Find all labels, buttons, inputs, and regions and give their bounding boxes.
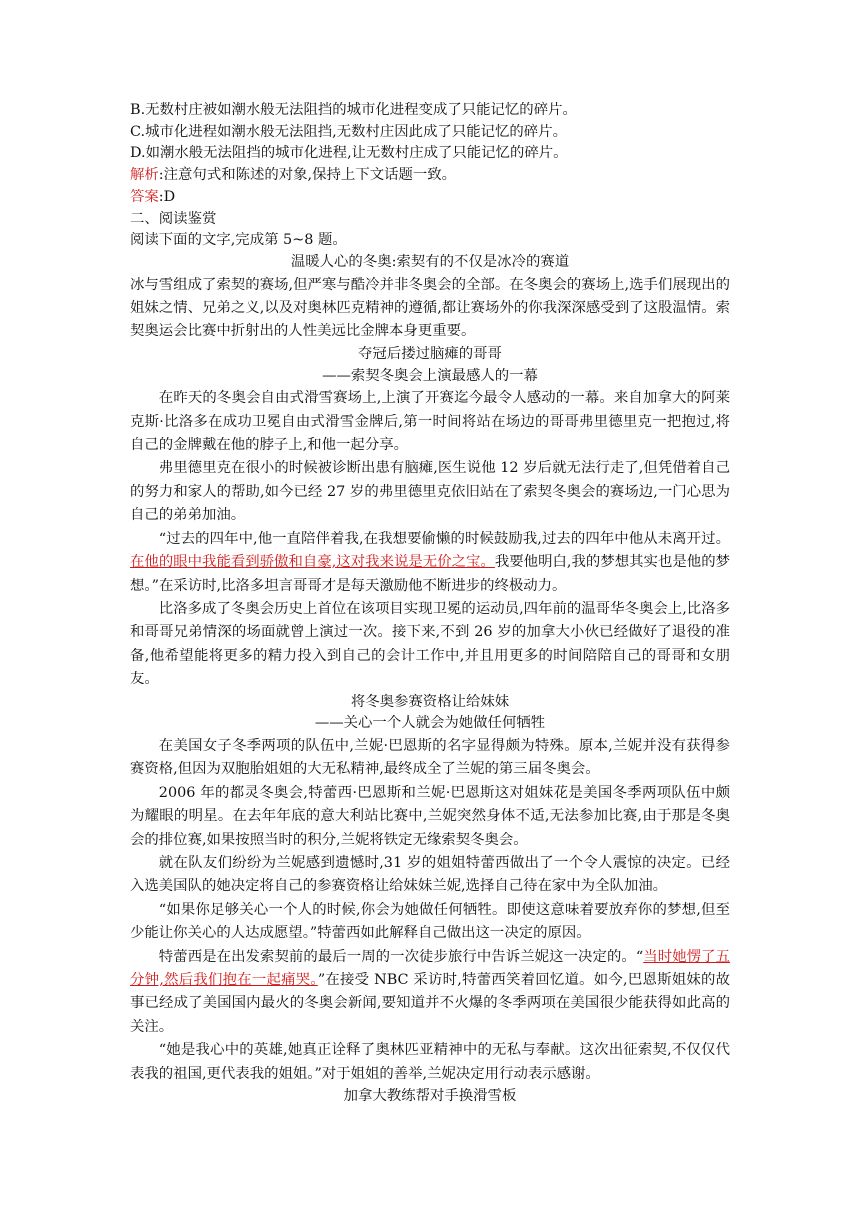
article-title: 温暖人心的冬奥:索契有的不仅是冰冷的赛道 [290, 253, 570, 270]
story1-paragraph-1: 在昨天的冬奥会自由式滑雪赛场上,上演了开赛迄今最令人感动的一幕。来自加拿大的阿莱克斯·比洛多在成功卫冕自由式滑雪金牌后,第一时间将站在场边的哥哥弗里德里克一把抱过,将自己的金牌戴在他的脖子上,和他一起分享。 [130, 390, 730, 454]
analysis-label: 解析 [130, 167, 159, 184]
article-intro: 冰与雪组成了索契的赛场,但严寒与酷冷并非冬奥会的全部。在冬奥会的赛场上,选手们展现出的姐妹之情、兄弟之义,以及对奥林匹克精神的遵循,都让赛场外的你我深深感受到了这股温情。索契奥运会比赛中折射出的人性美远比金牌本身更重要。 [130, 276, 730, 340]
story1-p3-start: “过去的四年中,他一直陪伴着我,在我想要偷懒的时候鼓励我,过去的四年中他从未离开过。 [158, 530, 730, 547]
story2-paragraph-2: 2006 年的都灵冬奥会,特蕾西·巴恩斯和兰妮·巴恩斯这对姐妹花是美国冬季两项队伍中颇为耀眼的明星。在去年年底的意大利站比赛中,兰妮突然身体不适,无法参加比赛,由于那是冬奥会的排位赛,如果按照当时的积分,兰妮将铁定无缘索契冬奥会。 [130, 784, 730, 848]
story1-paragraph-2: 弗里德里克在很小的时候被诊断出患有脑瘫,医生说他 12 岁后就无法行走了,但凭借着自己的努力和家人的帮助,如今已经 27 岁的弗里德里克依旧站在了索契冬奥会的赛场边,一门心思为自己的弟弟加油。 [130, 460, 730, 524]
story2-p5-start: 特蕾西是在出发索契前的最后一周的一次徒步旅行中告诉兰妮这一决定的。“ [158, 948, 644, 965]
story1-paragraph-3 [130, 528, 730, 598]
story2-subtitle: ——关心一个人就会为她做任何牺牲 [314, 715, 546, 732]
story2-title: 将冬奥参赛资格让给妹妹 [350, 693, 510, 710]
story1-paragraph-4: 比洛多成了冬奥会历史上首位在该项目实现卫冕的运动员,四年前的温哥华冬奥会上,比洛多和哥哥兄弟情深的场面就曾上演过一次。接下来,不到 26 岁的加拿大小伙已经做好了退役的准备,他希望能将更多的精力投入到自己的会计工作中,并且用更多的时间陪陪自己的哥哥和女朋友。 [130, 600, 730, 688]
answer-line [130, 187, 730, 209]
reading-instruction: 阅读下面的文字,完成第 5~8 题。 [130, 232, 347, 249]
document-page [130, 100, 730, 1108]
story1-highlighted-sentence: 在他的眼中我能看到骄傲和自豪,这对我来说是无价之宝。 [130, 554, 495, 571]
story2-paragraph-3: 就在队友们纷纷为兰妮感到遗憾时,31 岁的姐姐特蕾西做出了一个令人震惊的决定。已经入选美国队的她决定将自己的参赛资格让给妹妹兰妮,选择自己待在家中为全队加油。 [130, 854, 730, 895]
story2-p5-end: ”在接受 NBC 采访时,特蕾西笑着回忆道。如今,巴恩斯姐妹的故事已经成了美国国内最火的冬奥会新闻,要知道并不火爆的冬季两项在美国很少能获得如此高的关注。 [130, 972, 730, 1035]
section-heading: 二、阅读鉴赏 [130, 210, 217, 227]
story1-subtitle: ——索契冬奥会上演最感人的一幕 [322, 367, 538, 384]
answer-text: :D [158, 188, 176, 205]
option-b: B.无数村庄被如潮水般无法阻挡的城市化进程变成了只能记忆的碎片。 [130, 102, 577, 118]
story1-title: 夺冠后搂过脑瘫的哥哥 [358, 345, 502, 362]
story2-paragraph-5 [130, 946, 730, 1040]
analysis-text: :注意句式和陈述的对象,保持上下文话题一致。 [158, 167, 457, 184]
answer-label: 答案 [130, 188, 159, 205]
analysis-line [130, 165, 730, 187]
story1-p3-end: 我要他明白,我的梦想其实也是他的梦想。”在采访时,比洛多坦言哥哥才是每天激励他不断进步的终极动力。 [130, 554, 731, 594]
option-d: D.如潮水般无法阻挡的城市化进程,让无数村庄成了只能记忆的碎片。 [130, 145, 568, 162]
story2-paragraph-4: “如果你足够关心一个人的时候,你会为她做任何牺牲。即使这意味着要放弃你的梦想,但至少能让你关心的人达成愿望。”特蕾西如此解释自己做出这一决定的原因。 [130, 901, 730, 942]
story3-title: 加拿大教练帮对手换滑雪板 [343, 1088, 517, 1105]
story2-paragraph-1: 在美国女子冬季两项的队伍中,兰妮·巴恩斯的名字显得颇为特殊。原本,兰妮并没有获得参赛资格,但因为双胞胎姐姐的大无私精神,最终成全了兰妮的第三届冬奥会。 [130, 737, 730, 778]
story2-paragraph-6: “她是我心中的英雄,她真正诠释了奥林匹亚精神中的无私与奉献。这次出征索契,不仅仅代表我的祖国,更代表我的姐姐。”对于姐姐的善举,兰妮决定用行动表示感谢。 [130, 1042, 730, 1082]
story2-highlighted-sentence: 当时她愣了五分钟,然后我们抱在一起痛哭。 [130, 948, 730, 988]
option-c: C.城市化进程如潮水般无法阻挡,无数村庄因此成了只能记忆的碎片。 [130, 123, 567, 140]
